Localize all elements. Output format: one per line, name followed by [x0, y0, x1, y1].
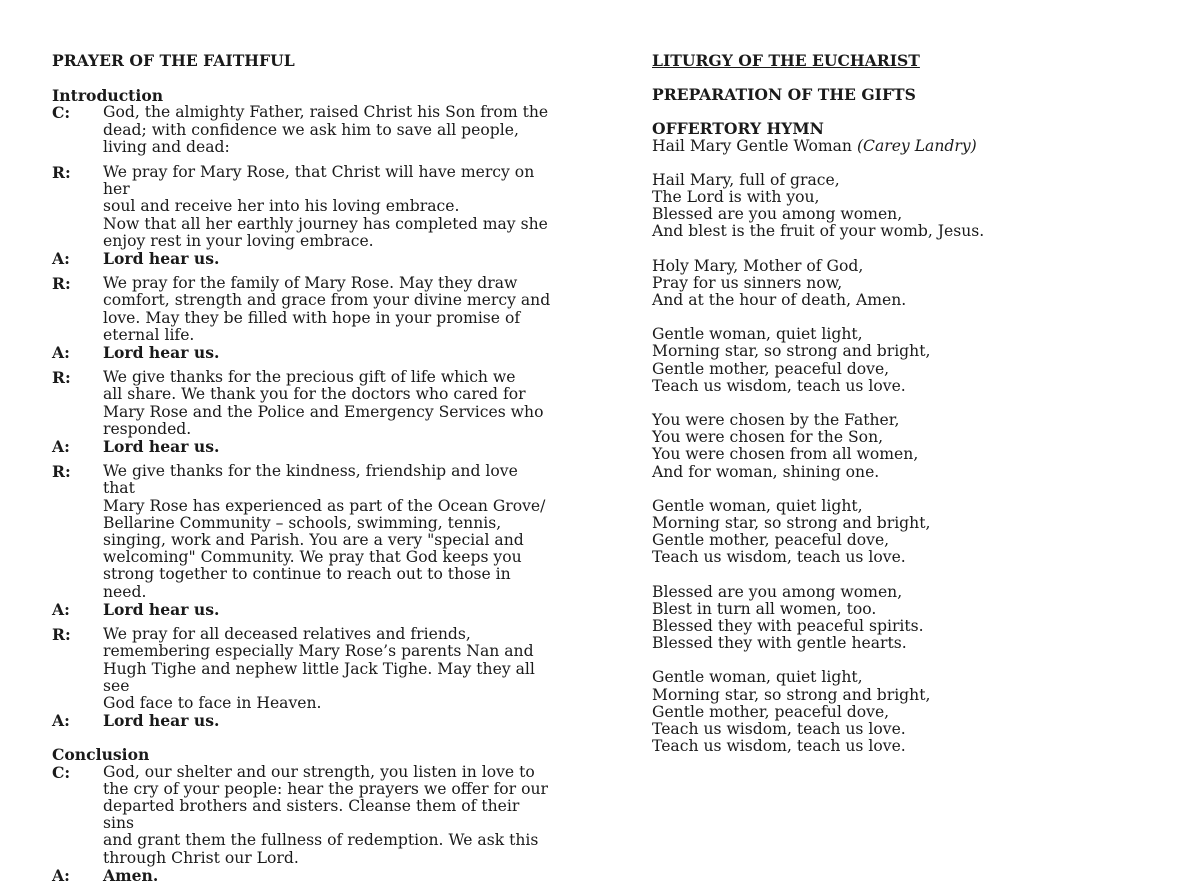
intercession-row	[52, 463, 552, 601]
liturgy-of-eucharist-column	[652, 52, 1172, 756]
stanza-line: Blessed they with gentle hearts.	[652, 634, 907, 653]
preparation-title: PREPARATION OF THE GIFTS	[652, 85, 916, 105]
text-line: enjoy rest in your loving embrace.	[103, 231, 374, 250]
response-row	[52, 344, 552, 361]
text-line: God, our shelter and our strength, you listen in love to	[103, 762, 535, 781]
stanza-line: Gentle woman, quiet light,	[652, 668, 863, 687]
response-row	[52, 438, 552, 455]
text-line: the cry of your people: hear the prayers we offer for our	[103, 779, 548, 798]
stanza-line: Gentle woman, quiet light,	[652, 325, 863, 344]
response-text: Lord hear us.	[103, 249, 220, 269]
text-line: departed brothers and sisters. Cleanse them of their sins	[103, 796, 520, 833]
intercession-text	[103, 626, 552, 712]
response-row	[52, 712, 552, 729]
stanza-line: Blessed are you among women,	[652, 582, 903, 601]
intercession-row	[52, 164, 552, 250]
spacer	[652, 567, 1172, 584]
response-speaker: A:	[52, 249, 70, 269]
conclusion-heading: Conclusion	[52, 745, 150, 765]
response-speaker: A:	[52, 711, 70, 731]
stanza-line: And at the hour of death, Amen.	[652, 291, 907, 310]
text-line: love. May they be filled with hope in your promise of	[103, 308, 521, 327]
intercession-text	[103, 369, 552, 438]
text-line: singing, work and Parish. You are a very "special and	[103, 531, 524, 550]
stanza-line: Morning star, so strong and bright,	[652, 685, 931, 704]
stanza-line: You were chosen by the Father,	[652, 411, 900, 430]
hymn-title: Hail Mary Gentle Woman	[652, 136, 852, 155]
hymn-author: (Carey Landry)	[856, 136, 977, 155]
intercession-row	[52, 369, 552, 438]
intro-speaker: C:	[52, 103, 71, 123]
hymn-stanza	[652, 498, 1172, 567]
text-line: strong together to continue to reach out to those in need.	[103, 565, 511, 601]
text-line: welcoming" Community. We pray that God keeps you	[103, 548, 522, 567]
offertory-hymn-heading: OFFERTORY HYMN	[652, 119, 824, 139]
intercessions-list	[52, 156, 552, 729]
stanza-line: Morning star, so strong and bright,	[652, 342, 931, 361]
intercession-speaker: R:	[52, 274, 71, 294]
stanza-line: Teach us wisdom, teach us love.	[652, 376, 906, 395]
hymn-stanza	[652, 172, 1172, 241]
text-line: soul and receive her into his loving embrace.	[103, 197, 460, 216]
stanza-line: You were chosen from all women,	[652, 445, 919, 464]
hymn-stanza	[652, 326, 1172, 395]
stanza-line: Teach us wisdom, teach us love.	[652, 720, 906, 739]
spacer	[652, 309, 1172, 326]
stanza-line: You were chosen for the Son,	[652, 428, 884, 447]
text-line: eternal life.	[103, 325, 195, 344]
stanza-line: And blest is the fruit of your womb, Jesus.	[652, 222, 985, 241]
text-line: We pray for Mary Rose, that Christ will have mercy on her	[103, 163, 535, 199]
text-line: responded.	[103, 419, 192, 438]
stanza-line: Gentle mother, peaceful dove,	[652, 531, 890, 550]
conclusion-response-speaker: A:	[52, 865, 70, 885]
text-line: all share. We thank you for the doctors who cared for	[103, 385, 526, 404]
response-speaker: A:	[52, 599, 70, 619]
conclusion-response-row	[52, 867, 552, 884]
spacer	[652, 395, 1172, 412]
stanza-line: Teach us wisdom, teach us love.	[652, 737, 906, 756]
response-text: Lord hear us.	[103, 711, 220, 731]
hymn-stanza	[652, 412, 1172, 481]
stanza-line: Hail Mary, full of grace,	[652, 170, 840, 189]
intercession-row	[52, 626, 552, 712]
stanza-line: And for woman, shining one.	[652, 462, 880, 481]
spacer	[652, 241, 1172, 258]
stanza-line: Teach us wisdom, teach us love.	[652, 548, 906, 567]
prayer-title: PRAYER OF THE FAITHFUL	[52, 51, 295, 70]
intro-row	[52, 104, 552, 156]
stanza-line: Gentle woman, quiet light,	[652, 496, 863, 515]
intercession-speaker: R:	[52, 625, 71, 645]
conclusion-speaker: C:	[52, 762, 71, 782]
stanza-line: Blessed they with peaceful spirits.	[652, 617, 924, 636]
intercession-row	[52, 275, 552, 344]
text-line: Now that all her earthly journey has completed may she	[103, 214, 548, 233]
intro-text: God, the almighty Father, raised Christ his Son from the dead; with confidence we ask him to save all people, living and dead:	[103, 103, 549, 156]
hymn-stanza	[652, 584, 1172, 653]
hymn-title-line	[652, 138, 1172, 155]
text-line: We pray for all deceased relatives and friends,	[103, 625, 471, 644]
introduction-heading: Introduction	[52, 86, 164, 106]
response-row	[52, 250, 552, 267]
hymn-stanza	[652, 258, 1172, 310]
intercession-speaker: R:	[52, 368, 71, 388]
response-text: Lord hear us.	[103, 343, 220, 363]
prayer-of-the-faithful-column	[52, 52, 552, 884]
hymn-stanza	[652, 669, 1172, 755]
stanza-line: Pray for us sinners now,	[652, 273, 843, 292]
text-line: through Christ our Lord.	[103, 848, 299, 867]
intercession-text	[103, 463, 552, 601]
intercession-speaker: R:	[52, 462, 71, 482]
intercession-speaker: R:	[52, 163, 71, 183]
stanza-line: Gentle mother, peaceful dove,	[652, 359, 890, 378]
text-line: remembering especially Mary Rose’s parents Nan and	[103, 642, 534, 661]
text-line: and grant them the fullness of redemption. We ask this	[103, 831, 539, 850]
stanza-line: The Lord is with you,	[652, 188, 820, 207]
liturgy-title: LITURGY OF THE EUCHARIST	[652, 51, 920, 70]
stanza-line: Blessed are you among women,	[652, 205, 903, 224]
text-line: We pray for the family of Mary Rose. May they draw	[103, 274, 518, 293]
text-line: Hugh Tighe and nephew little Jack Tighe. May they all see	[103, 659, 535, 695]
text-line: We give thanks for the kindness, friendship and love that	[103, 462, 518, 498]
spacer	[652, 155, 1172, 172]
text-line: comfort, strength and grace from your divine mercy and	[103, 291, 551, 310]
response-text: Lord hear us.	[103, 599, 220, 619]
text-line: Bellarine Community – schools, swimming, tennis,	[103, 513, 502, 532]
spacer	[652, 481, 1172, 498]
stanza-line: Gentle mother, peaceful dove,	[652, 702, 890, 721]
text-line: We give thanks for the precious gift of life which we	[103, 368, 516, 387]
text-line: Mary Rose has experienced as part of the Ocean Grove/	[103, 496, 546, 515]
intercession-text	[103, 275, 552, 344]
conclusion-text	[103, 764, 552, 867]
spacer	[652, 652, 1172, 669]
stanza-line: Holy Mary, Mother of God,	[652, 256, 864, 275]
stanza-line: Blest in turn all women, too.	[652, 599, 877, 618]
stanza-line: Morning star, so strong and bright,	[652, 514, 931, 533]
response-text: Lord hear us.	[103, 437, 220, 457]
conclusion-row	[52, 764, 552, 867]
response-speaker: A:	[52, 437, 70, 457]
response-speaker: A:	[52, 343, 70, 363]
conclusion-response: Amen.	[103, 865, 159, 885]
text-line: Mary Rose and the Police and Emergency Services who	[103, 402, 544, 421]
text-line: God face to face in Heaven.	[103, 693, 322, 712]
response-row	[52, 601, 552, 618]
hymn-stanzas	[652, 155, 1172, 756]
intercession-text	[103, 164, 552, 250]
